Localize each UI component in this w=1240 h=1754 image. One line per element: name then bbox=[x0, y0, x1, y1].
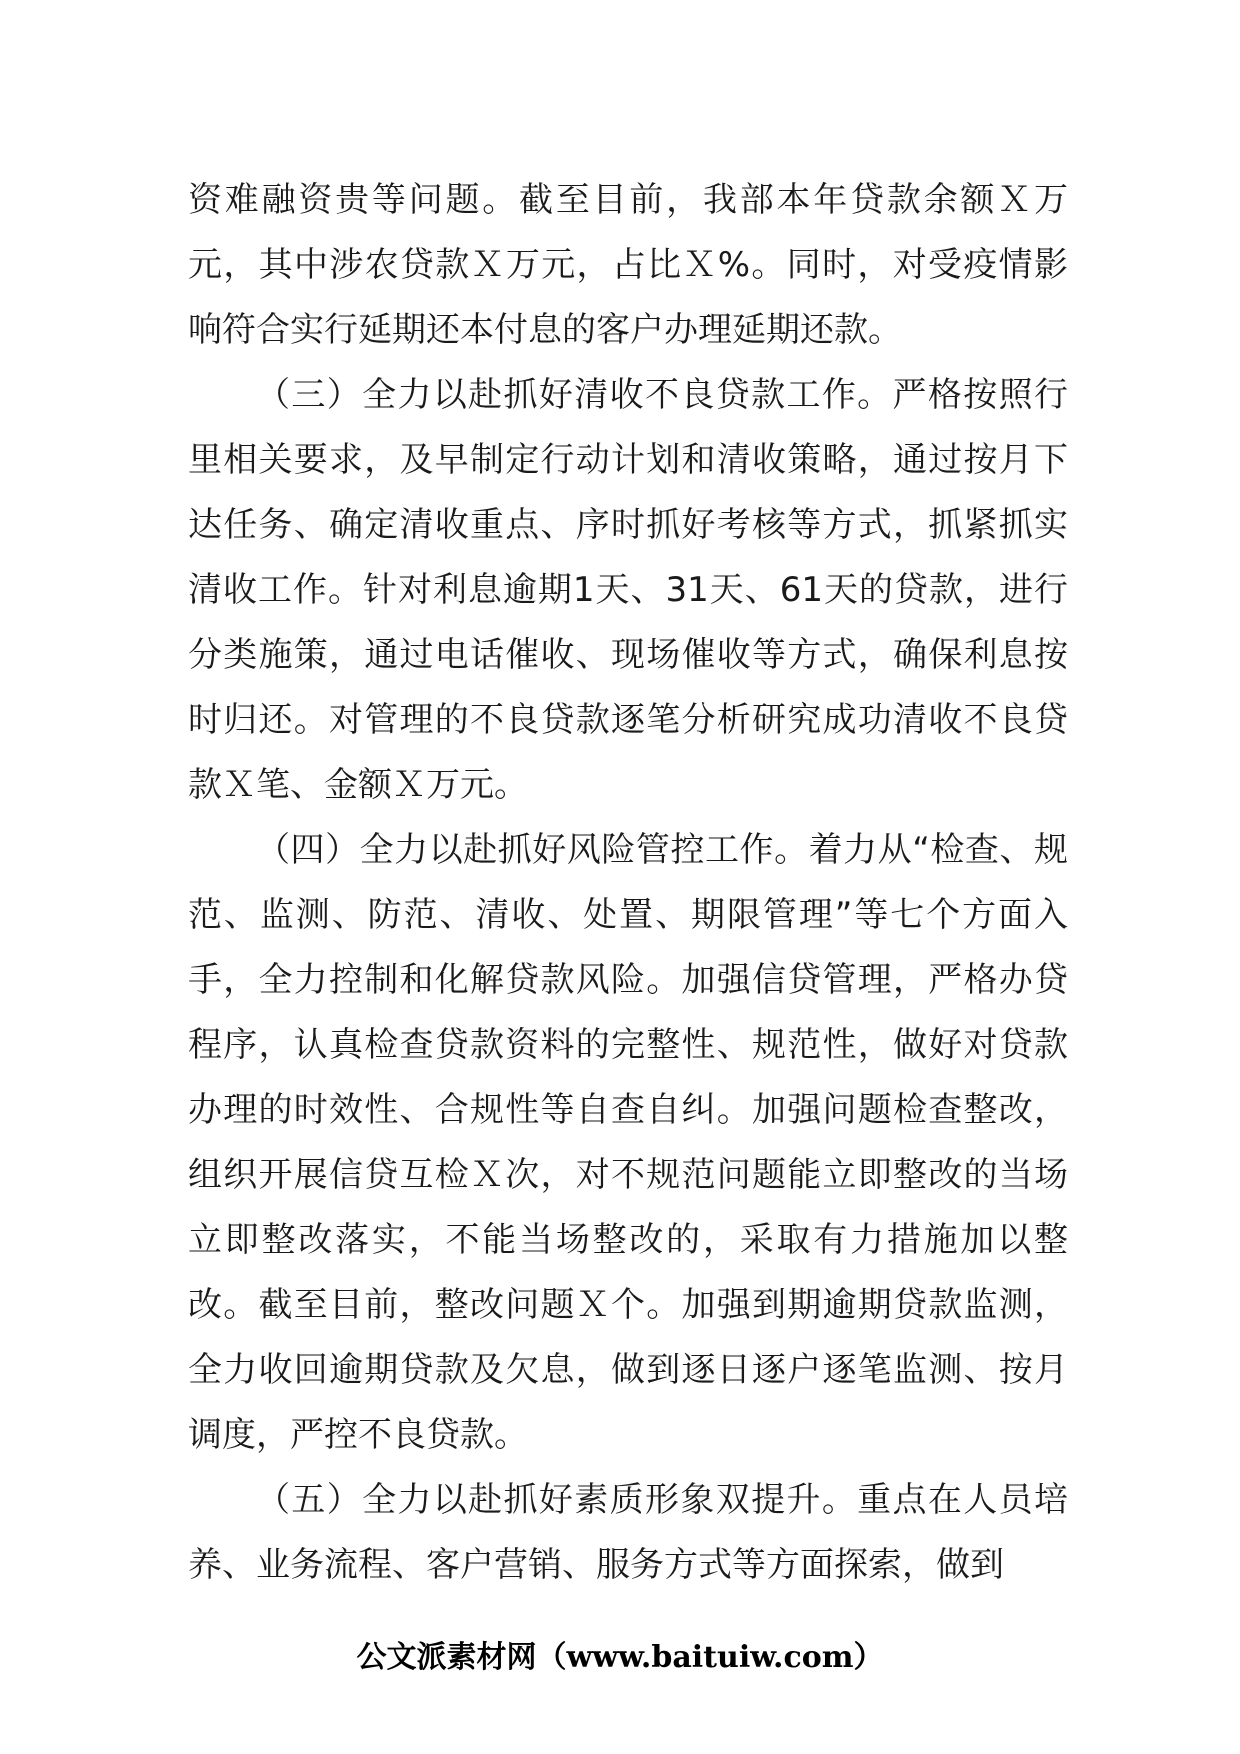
paragraph-section-3: （三）全力以赴抓好清收不良贷款工作。严格按照行里相关要求，及早制定行动计划和清收策略，通过按月下达任务、确定清收重点、序时抓好考核等方式，抓紧抓实清收工作。针对利息逾期1天、31天、61天的贷款，进行分类施策，通过电话催收、现场催收等方式，确保利息按时归还。对管理的不良贷款逐笔分析研究成功清收不良贷款Ｘ笔、金额Ｘ万元。 bbox=[188, 375, 1068, 805]
document-body bbox=[188, 168, 1068, 1598]
paragraph-section-5: （五）全力以赴抓好素质形象双提升。重点在人员培养、业务流程、客户营销、服务方式等方面探索，做到 bbox=[188, 1480, 1068, 1585]
paragraph-continuation: 资难融资贵等问题。截至目前，我部本年贷款余额Ｘ万元，其中涉农贷款Ｘ万元，占比Ｘ%。同时，对受疫情影响符合实行延期还本付息的客户办理延期还款。 bbox=[188, 180, 1068, 350]
watermark-footer: 公文派素材网（www.baituiw.com） bbox=[356, 1640, 884, 1675]
paragraph-section-4: （四）全力以赴抓好风险管控工作。着力从“检查、规范、监测、防范、清收、处置、期限管理”等七个方面入手，全力控制和化解贷款风险。加强信贷管理，严格办贷程序，认真检查贷款资料的完整性、规范性，做好对贷款办理的时效性、合规性等自查自纠。加强问题检查整改，组织开展信贷互检Ｘ次，对不规范问题能立即整改的当场立即整改落实，不能当场整改的，采取有力措施加以整改。截至目前，整改问题Ｘ个。加强到期逾期贷款监测，全力收回逾期贷款及欠息，做到逐日逐户逐笔监测、按月调度，严控不良贷款。 bbox=[188, 830, 1068, 1455]
